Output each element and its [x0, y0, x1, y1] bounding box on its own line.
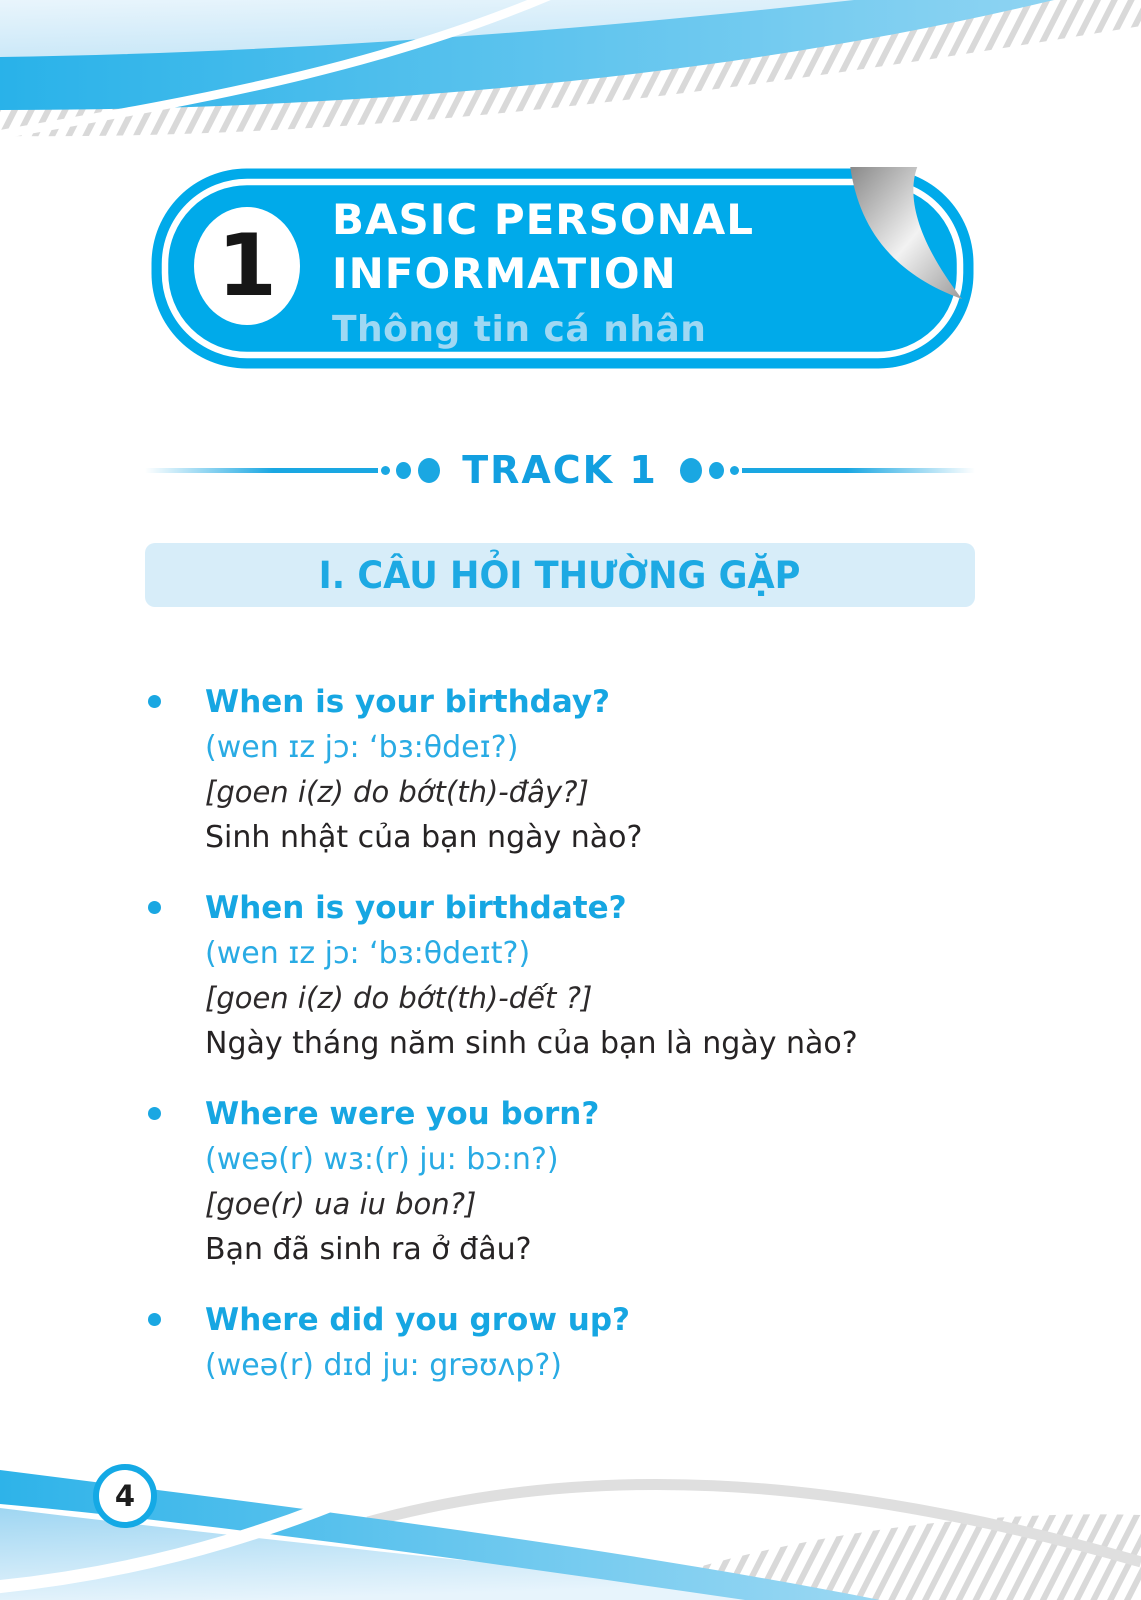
question-text: Where were you born? [205, 1096, 600, 1132]
page-number-badge [93, 1464, 157, 1528]
question-ipa: (weə(r) dɪd ju: grəʊʌp?) [205, 1348, 562, 1383]
unit-banner [150, 167, 975, 370]
question-item [145, 1092, 1025, 1272]
track-dot [381, 466, 390, 475]
question-item [145, 886, 1025, 1066]
question-trans: Sinh nhật của bạn ngày nào? [205, 820, 643, 855]
bullet-icon [148, 695, 161, 708]
track-label: TRACK 1 [462, 448, 658, 492]
question-ipa: (wen ɪz jɔ: ‘bɜ:θdeɪ?) [205, 730, 519, 765]
track-dot [709, 462, 724, 479]
unit-subtitle: Thông tin cá nhân [332, 309, 707, 350]
bullet-icon [148, 1107, 161, 1120]
unit-title-line1: BASIC PERSONAL [332, 195, 755, 244]
question-text: Where did you grow up? [205, 1302, 631, 1338]
track-dot [730, 466, 739, 475]
divider-line-left [145, 468, 378, 473]
divider-line-right [742, 468, 975, 473]
unit-number-circle [194, 207, 300, 325]
question-ipa: (weə(r) wɜ:(r) ju: bɔ:n?) [205, 1142, 559, 1177]
bullet-icon [148, 1313, 161, 1326]
question-trans: Ngày tháng năm sinh của bạn là ngày nào? [205, 1026, 858, 1061]
question-trans: Bạn đã sinh ra ở đâu? [205, 1232, 532, 1267]
track-dot [396, 462, 411, 479]
question-item [145, 1298, 1025, 1388]
question-ipa: (wen ɪz jɔ: ‘bɜ:θdeɪt?) [205, 936, 531, 971]
question-text: When is your birthday? [205, 684, 611, 720]
question-list [145, 680, 1025, 1414]
section-title: I. CÂU HỎI THƯỜNG GẶP [319, 553, 801, 597]
question-item [145, 680, 1025, 860]
question-pron: [goen i(z) do bớt(th)-đây?] [205, 775, 589, 809]
unit-number: 1 [217, 216, 277, 316]
track-dot [680, 458, 702, 483]
track-dot [418, 458, 440, 483]
section-heading-box [145, 543, 975, 607]
unit-title-line2: INFORMATION [332, 249, 677, 298]
question-text: When is your birthdate? [205, 890, 627, 926]
question-pron: [goen i(z) do bớt(th)-dết ?] [205, 981, 593, 1015]
bullet-icon [148, 901, 161, 914]
page-number: 4 [114, 1479, 136, 1513]
track-divider [145, 448, 975, 492]
footer-wave-decoration [0, 1460, 1141, 1600]
header-wave-decoration [0, 0, 1141, 140]
question-pron: [goe(r) ua iu bon?] [205, 1187, 477, 1221]
